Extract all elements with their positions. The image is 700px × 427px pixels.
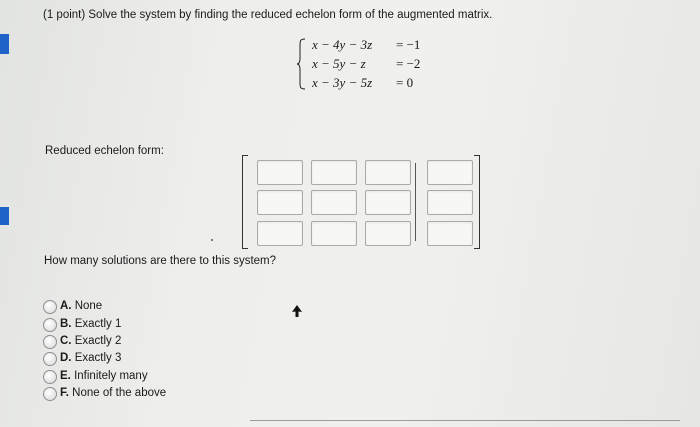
equation-rhs: = −1 [396, 37, 421, 52]
equation-lhs: x − 3y − 5z [312, 75, 373, 90]
matrix-right-bracket [474, 155, 480, 249]
option-label [60, 387, 166, 399]
option-exactly-3[interactable] [43, 352, 243, 368]
option-exactly-2[interactable] [43, 335, 243, 351]
option-letter: E. [60, 370, 71, 382]
left-brace-icon [296, 38, 306, 90]
option-text: Exactly 3 [74, 352, 122, 364]
matrix-cell-r3c2[interactable] [311, 221, 357, 246]
option-text: None [74, 300, 103, 312]
equation-lhs: x − 4y − 3z [312, 37, 373, 52]
matrix-cell-r2c1[interactable] [257, 190, 303, 215]
option-letter: C. [60, 335, 72, 347]
equation-row [312, 75, 442, 93]
bottom-divider [250, 420, 680, 421]
solutions-question: How many solutions are there to this system? [44, 255, 277, 267]
option-text: Exactly 1 [74, 318, 122, 330]
radio-button[interactable] [43, 352, 57, 366]
equation-row [312, 56, 442, 74]
option-label [60, 300, 102, 312]
augmented-divider [415, 163, 416, 241]
option-text: None of the above [72, 387, 167, 399]
radio-button[interactable] [43, 300, 57, 314]
option-none[interactable] [43, 300, 243, 316]
option-letter: B. [60, 318, 72, 330]
edge-marker-top [0, 34, 9, 54]
matrix-cell-r2c2[interactable] [311, 190, 357, 215]
matrix-cell-r1c1[interactable] [257, 160, 303, 185]
matrix-cell-r1c2[interactable] [311, 160, 357, 185]
option-label [60, 370, 148, 382]
option-text: Infinitely many [74, 370, 148, 382]
radio-button[interactable] [43, 335, 57, 349]
option-text: Exactly 2 [74, 335, 122, 347]
matrix-cell-r1c4[interactable] [427, 160, 473, 185]
radio-button[interactable] [43, 318, 57, 332]
radio-button[interactable] [43, 370, 57, 384]
mouse-pointer-icon [292, 305, 302, 317]
matrix-cell-r3c3[interactable] [365, 221, 411, 246]
radio-button[interactable] [43, 387, 57, 401]
option-label [60, 352, 121, 364]
option-letter: F. [60, 387, 69, 399]
problem-title: (1 point) Solve the system by finding the reduced echelon form of the augmented matrix. [43, 9, 493, 21]
matrix-cell-r2c4[interactable] [427, 190, 473, 215]
equation-row [312, 37, 442, 55]
option-label [60, 335, 121, 347]
option-letter: A. [60, 300, 72, 312]
matrix-left-bracket [242, 155, 248, 249]
edge-marker-bottom [0, 207, 9, 225]
matrix-cell-r3c4[interactable] [427, 221, 473, 246]
option-none-of-the-above[interactable] [43, 387, 243, 403]
option-exactly-1[interactable] [43, 318, 243, 334]
reduced-echelon-label: Reduced echelon form: [45, 145, 164, 157]
matrix-cell-r1c3[interactable] [365, 160, 411, 185]
equation-rhs: = 0 [396, 75, 414, 90]
option-label [60, 318, 121, 330]
matrix-cell-r2c3[interactable] [365, 190, 411, 215]
equation-lhs: x − 5y − z [312, 56, 366, 71]
matrix-cell-r3c1[interactable] [257, 221, 303, 246]
option-letter: D. [60, 352, 72, 364]
option-infinitely-many[interactable] [43, 370, 243, 386]
stray-dot [211, 239, 213, 241]
equation-rhs: = −2 [396, 56, 421, 71]
